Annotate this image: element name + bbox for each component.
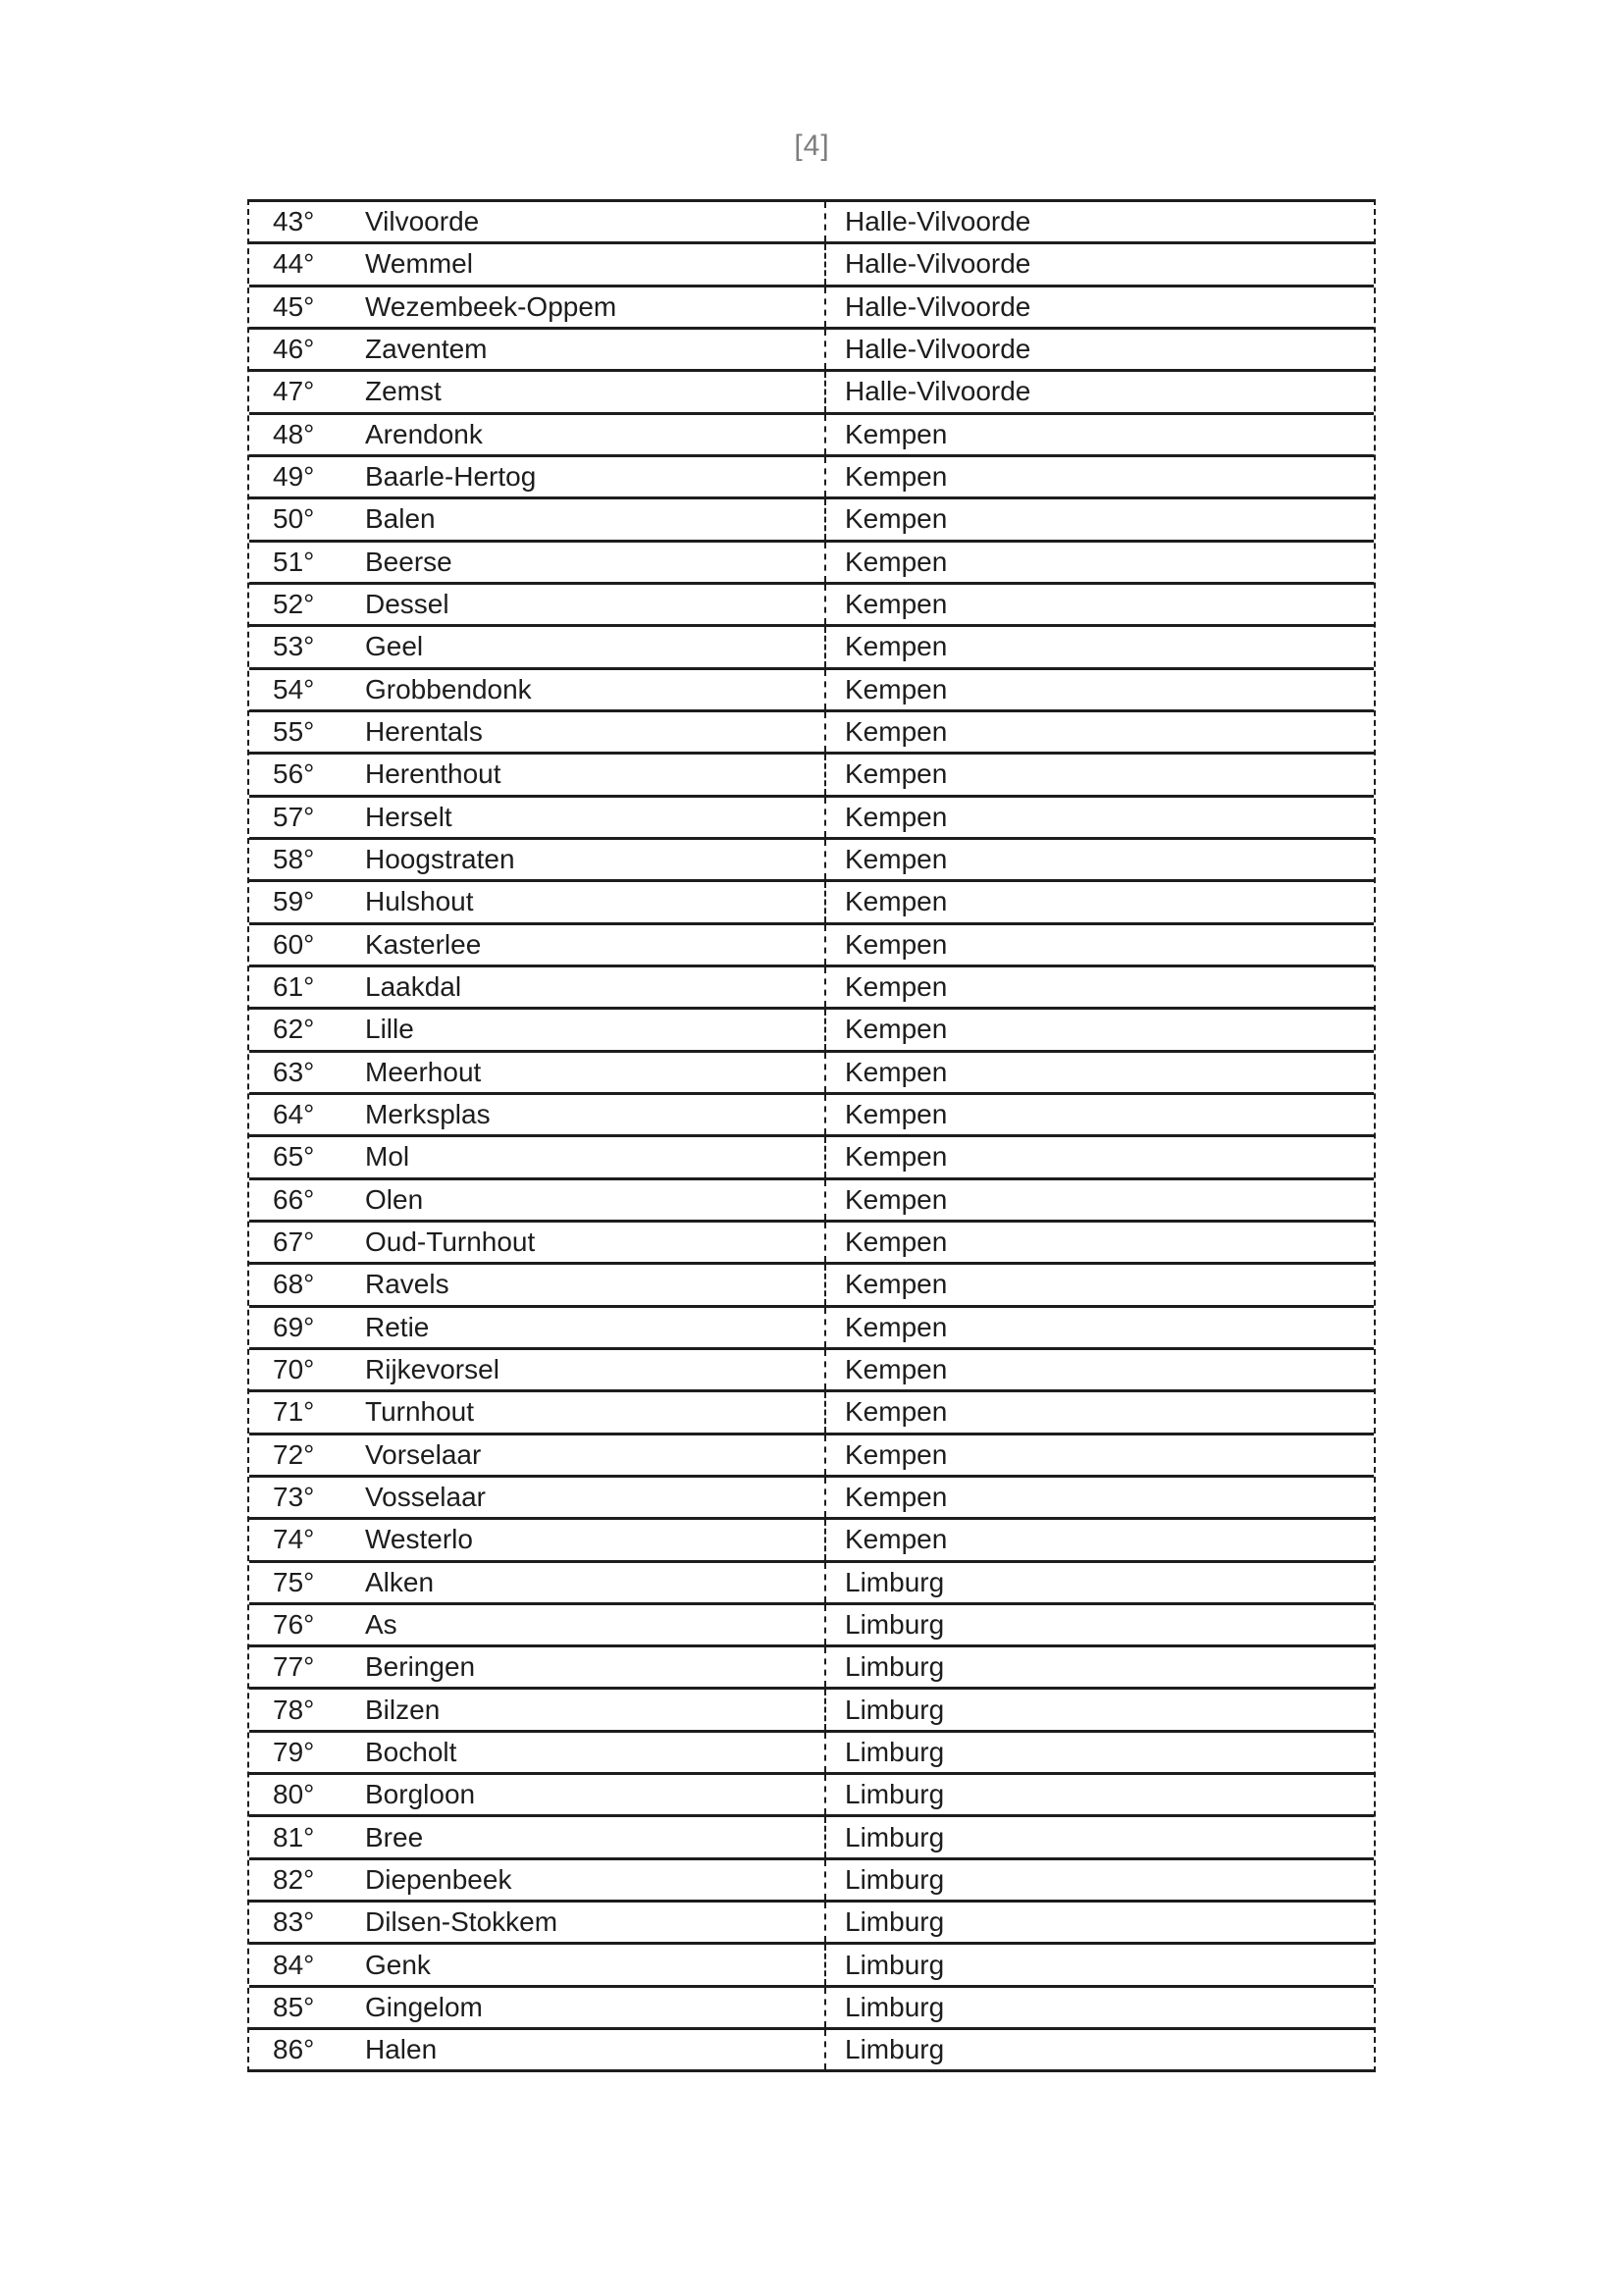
municipality-name: Oud-Turnhout xyxy=(365,1226,536,1258)
row-ordinal-number: 86° xyxy=(273,2034,315,2065)
municipality-name: As xyxy=(365,1608,397,1640)
row-ordinal-number: 85° xyxy=(273,1991,315,2022)
municipality-name: Vorselaar xyxy=(365,1438,482,1470)
municipality-table xyxy=(247,199,1376,2072)
municipality-name: Borgloon xyxy=(365,1779,476,1810)
table-row xyxy=(249,755,1374,797)
row-ordinal-number: 84° xyxy=(273,1949,315,1980)
row-ordinal-number: 52° xyxy=(273,589,315,620)
row-ordinal-number: 56° xyxy=(273,758,315,790)
table-row xyxy=(249,1945,1374,1987)
table-row xyxy=(249,287,1374,330)
table-row xyxy=(249,1308,1374,1350)
municipality-name: Hulshout xyxy=(365,886,474,917)
region-name: Kempen xyxy=(824,1010,1374,1049)
municipality-name: Turnhout xyxy=(365,1396,475,1428)
row-ordinal-number: 59° xyxy=(273,886,315,917)
municipality-name: Dessel xyxy=(365,589,449,620)
row-ordinal-number: 63° xyxy=(273,1056,315,1087)
municipality-name: Wezembeek-Oppem xyxy=(365,290,617,322)
municipality-name: Bocholt xyxy=(365,1736,457,1767)
row-ordinal-number: 74° xyxy=(273,1524,315,1555)
municipality-name: Herenthout xyxy=(365,758,501,790)
region-name: Limburg xyxy=(824,1988,1374,2027)
table-row xyxy=(249,1733,1374,1775)
municipality-name: Beringen xyxy=(365,1651,476,1683)
table-row xyxy=(249,1478,1374,1520)
table-row xyxy=(249,712,1374,755)
region-name: Kempen xyxy=(824,585,1374,624)
table-row xyxy=(249,1903,1374,1945)
table-row xyxy=(249,1605,1374,1647)
region-name: Kempen xyxy=(824,1520,1374,1559)
region-name: Kempen xyxy=(824,499,1374,539)
region-name: Kempen xyxy=(824,543,1374,582)
region-name: Kempen xyxy=(824,882,1374,921)
region-name: Limburg xyxy=(824,1647,1374,1687)
table-row xyxy=(249,1817,1374,1859)
municipality-name: Gingelom xyxy=(365,1991,483,2022)
row-ordinal-number: 73° xyxy=(273,1482,315,1512)
municipality-name: Vilvoorde xyxy=(365,206,480,237)
municipality-name: Olen xyxy=(365,1183,424,1215)
row-ordinal-number: 76° xyxy=(273,1608,315,1640)
municipality-name: Baarle-Hertog xyxy=(365,461,537,493)
region-name: Kempen xyxy=(824,1180,1374,1220)
table-row xyxy=(249,415,1374,457)
municipality-name: Arendonk xyxy=(365,418,483,449)
municipality-name: Bilzen xyxy=(365,1694,441,1725)
table-row xyxy=(249,1053,1374,1095)
table-row xyxy=(249,1392,1374,1434)
table-row xyxy=(249,1860,1374,1903)
row-ordinal-number: 65° xyxy=(273,1141,315,1173)
table-row xyxy=(249,1095,1374,1137)
region-name: Kempen xyxy=(824,925,1374,965)
municipality-name: Genk xyxy=(365,1949,431,1980)
region-name: Kempen xyxy=(824,1053,1374,1092)
municipality-name: Mol xyxy=(365,1141,410,1173)
row-ordinal-number: 75° xyxy=(273,1566,315,1597)
row-ordinal-number: 43° xyxy=(273,206,315,237)
row-ordinal-number: 70° xyxy=(273,1354,315,1385)
row-ordinal-number: 79° xyxy=(273,1736,315,1767)
region-name: Kempen xyxy=(824,457,1374,496)
region-name: Kempen xyxy=(824,798,1374,837)
table-row xyxy=(249,882,1374,924)
municipality-name: Ravels xyxy=(365,1269,449,1300)
region-name: Kempen xyxy=(824,755,1374,794)
row-ordinal-number: 53° xyxy=(273,631,315,662)
row-ordinal-number: 82° xyxy=(273,1863,315,1895)
row-ordinal-number: 77° xyxy=(273,1651,315,1683)
table-row xyxy=(249,499,1374,542)
region-name: Limburg xyxy=(824,1860,1374,1900)
region-name: Kempen xyxy=(824,1308,1374,1347)
municipality-name: Rijkevorsel xyxy=(365,1354,499,1385)
row-ordinal-number: 55° xyxy=(273,716,315,748)
table-row xyxy=(249,798,1374,840)
region-name: Halle-Vilvoorde xyxy=(824,287,1374,327)
table-row xyxy=(249,1435,1374,1478)
region-name: Limburg xyxy=(824,2030,1374,2069)
table-row xyxy=(249,967,1374,1010)
municipality-name: Westerlo xyxy=(365,1524,473,1555)
row-ordinal-number: 81° xyxy=(273,1821,315,1852)
table-row xyxy=(249,1690,1374,1732)
municipality-name: Diepenbeek xyxy=(365,1863,512,1895)
region-name: Kempen xyxy=(824,1137,1374,1176)
region-name: Kempen xyxy=(824,1265,1374,1304)
table-row xyxy=(249,330,1374,372)
table-row xyxy=(249,2030,1374,2072)
row-ordinal-number: 62° xyxy=(273,1014,315,1045)
table-row xyxy=(249,925,1374,967)
row-ordinal-number: 50° xyxy=(273,503,315,535)
municipality-name: Hoogstraten xyxy=(365,844,515,875)
region-name: Kempen xyxy=(824,840,1374,879)
table-row xyxy=(249,1223,1374,1265)
table-row xyxy=(249,627,1374,669)
municipality-name: Meerhout xyxy=(365,1056,482,1087)
region-name: Halle-Vilvoorde xyxy=(824,244,1374,284)
row-ordinal-number: 83° xyxy=(273,1906,315,1938)
row-ordinal-number: 51° xyxy=(273,546,315,577)
region-name: Limburg xyxy=(824,1775,1374,1814)
row-ordinal-number: 80° xyxy=(273,1779,315,1810)
row-ordinal-number: 66° xyxy=(273,1183,315,1215)
table-row xyxy=(249,1265,1374,1307)
table-row xyxy=(249,244,1374,287)
row-ordinal-number: 64° xyxy=(273,1099,315,1130)
municipality-name: Wemmel xyxy=(365,248,473,280)
table-row xyxy=(249,1350,1374,1392)
region-name: Halle-Vilvoorde xyxy=(824,330,1374,369)
municipality-name: Beerse xyxy=(365,546,452,577)
table-row xyxy=(249,202,1374,244)
municipality-name: Kasterlee xyxy=(365,928,482,960)
municipality-name: Geel xyxy=(365,631,424,662)
municipality-name: Herselt xyxy=(365,801,452,832)
table-row xyxy=(249,585,1374,627)
row-ordinal-number: 78° xyxy=(273,1694,315,1725)
region-name: Kempen xyxy=(824,1223,1374,1262)
row-ordinal-number: 68° xyxy=(273,1269,315,1300)
region-name: Kempen xyxy=(824,1095,1374,1134)
row-ordinal-number: 69° xyxy=(273,1311,315,1342)
row-ordinal-number: 57° xyxy=(273,801,315,832)
table-row xyxy=(249,543,1374,585)
page-number: [4] xyxy=(794,130,830,162)
row-ordinal-number: 47° xyxy=(273,376,315,407)
municipality-name: Alken xyxy=(365,1566,435,1597)
region-name: Kempen xyxy=(824,967,1374,1007)
table-row xyxy=(249,1775,1374,1817)
row-ordinal-number: 46° xyxy=(273,334,315,365)
region-name: Kempen xyxy=(824,1478,1374,1517)
row-ordinal-number: 60° xyxy=(273,928,315,960)
row-ordinal-number: 71° xyxy=(273,1396,315,1428)
row-ordinal-number: 54° xyxy=(273,673,315,704)
municipality-name: Dilsen-Stokkem xyxy=(365,1906,558,1938)
municipality-name: Zemst xyxy=(365,376,442,407)
region-name: Kempen xyxy=(824,1435,1374,1475)
region-name: Halle-Vilvoorde xyxy=(824,202,1374,241)
municipality-name: Bree xyxy=(365,1821,424,1852)
table-row xyxy=(249,372,1374,414)
region-name: Limburg xyxy=(824,1733,1374,1772)
region-name: Limburg xyxy=(824,1903,1374,1942)
region-name: Limburg xyxy=(824,1690,1374,1729)
row-ordinal-number: 44° xyxy=(273,248,315,280)
row-ordinal-number: 72° xyxy=(273,1438,315,1470)
municipality-name: Lille xyxy=(365,1014,414,1045)
table-row xyxy=(249,670,1374,712)
region-name: Halle-Vilvoorde xyxy=(824,372,1374,411)
region-name: Limburg xyxy=(824,1563,1374,1602)
table-row xyxy=(249,1010,1374,1052)
table-row xyxy=(249,1137,1374,1179)
row-ordinal-number: 45° xyxy=(273,290,315,322)
region-name: Kempen xyxy=(824,1392,1374,1432)
municipality-name: Zaventem xyxy=(365,334,488,365)
region-name: Limburg xyxy=(824,1817,1374,1856)
region-name: Kempen xyxy=(824,712,1374,752)
table-row xyxy=(249,1180,1374,1223)
region-name: Kempen xyxy=(824,1350,1374,1389)
region-name: Limburg xyxy=(824,1605,1374,1644)
table-row xyxy=(249,1647,1374,1690)
row-ordinal-number: 58° xyxy=(273,844,315,875)
municipality-name: Laakdal xyxy=(365,971,462,1003)
row-ordinal-number: 61° xyxy=(273,971,315,1003)
municipality-name: Vosselaar xyxy=(365,1482,486,1512)
table-row xyxy=(249,1520,1374,1562)
municipality-name: Merksplas xyxy=(365,1099,491,1130)
municipality-name: Balen xyxy=(365,503,436,535)
region-name: Limburg xyxy=(824,1945,1374,1984)
row-ordinal-number: 67° xyxy=(273,1226,315,1258)
row-ordinal-number: 48° xyxy=(273,418,315,449)
region-name: Kempen xyxy=(824,670,1374,709)
municipality-name: Retie xyxy=(365,1311,430,1342)
row-ordinal-number: 49° xyxy=(273,461,315,493)
municipality-name: Halen xyxy=(365,2034,438,2065)
region-name: Kempen xyxy=(824,627,1374,666)
table-row xyxy=(249,457,1374,499)
table-row xyxy=(249,1988,1374,2030)
table-row xyxy=(249,840,1374,882)
region-name: Kempen xyxy=(824,415,1374,454)
municipality-name: Grobbendonk xyxy=(365,673,532,704)
table-row xyxy=(249,1563,1374,1605)
municipality-name: Herentals xyxy=(365,716,483,748)
